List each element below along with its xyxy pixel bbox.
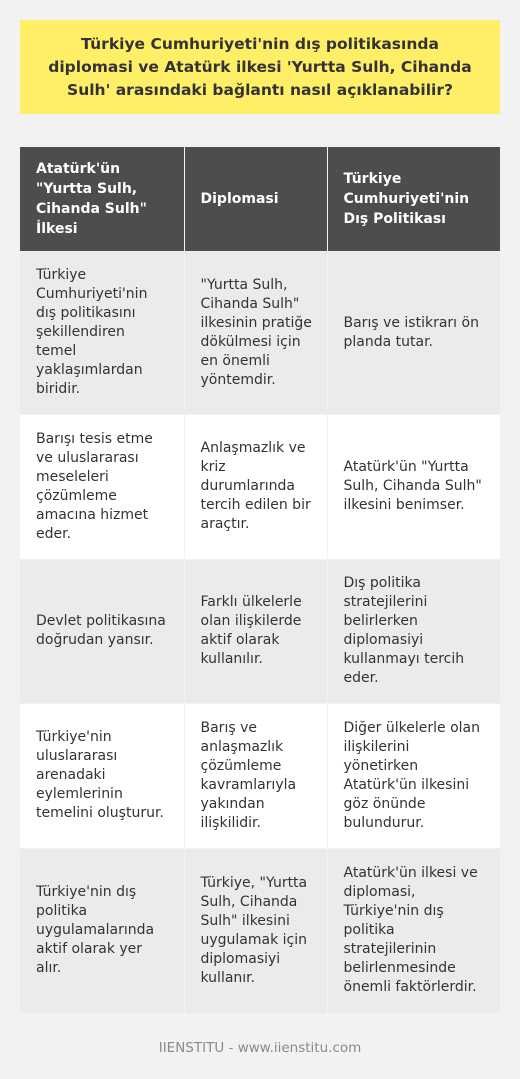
table-cell: Dış politika stratejilerini belirlerken diplomasiyi kullanmayı tercih eder. — [327, 559, 500, 703]
column-header: Atatürk'ün "Yurtta Sulh, Cihanda Sulh" İlkesi — [20, 147, 184, 251]
table-cell: Türkiye Cumhuriyeti'nin dış politikasını şekillendiren temel yaklaşımlardan biridir. — [20, 251, 184, 414]
table-header-row — [20, 147, 500, 251]
table-row — [20, 251, 500, 414]
comparison-table — [20, 147, 500, 1013]
footer-credit: IIENSTITU - www.iienstitu.com — [158, 1040, 362, 1056]
table-row — [20, 414, 500, 559]
table-cell: Türkiye'nin dış politika uygulamalarında aktif olarak yer alır. — [20, 848, 184, 1013]
table-cell: Farklı ülkelerle olan ilişkilerde aktif olarak kullanılır. — [184, 559, 327, 703]
table-cell: Türkiye, "Yurtta Sulh, Cihanda Sulh" ilkesini uygulamak için diplomasiyi kullanır. — [184, 848, 327, 1013]
table-cell: Atatürk'ün ilkesi ve diplomasi, Türkiye'nin dış politika stratejilerinin belirlenmesinde önemli faktörlerdir. — [327, 848, 500, 1013]
table-row — [20, 703, 500, 848]
column-header: Türkiye Cumhuriyeti'nin Dış Politikası — [327, 147, 500, 251]
table-row — [20, 848, 500, 1013]
column-header: Diplomasi — [184, 147, 327, 251]
table-cell: Devlet politikasına doğrudan yansır. — [20, 559, 184, 703]
table-cell: Barışı tesis etme ve uluslararası meseleleri çözümleme amacına hizmet eder. — [20, 414, 184, 559]
table-row — [20, 559, 500, 703]
question-title: Türkiye Cumhuriyeti'nin dış politikasında diplomasi ve Atatürk ilkesi 'Yurtta Sulh, Cihanda Sulh' arasındaki bağlantı nasıl açıklanabilir? — [20, 20, 500, 114]
table-cell: Anlaşmazlık ve kriz durumlarında tercih edilen bir araçtır. — [184, 414, 327, 559]
table-cell: Diğer ülkelerle olan ilişkilerini yönetirken Atatürk'ün ilkesini göz önünde bulundurur. — [327, 703, 500, 848]
table-cell: Barış ve istikrarı ön planda tutar. — [327, 251, 500, 414]
table-cell: Barış ve anlaşmazlık çözümleme kavramlarıyla yakından ilişkilidir. — [184, 703, 327, 848]
table-cell: Türkiye'nin uluslararası arenadaki eylemlerinin temelini oluşturur. — [20, 703, 184, 848]
table-cell: "Yurtta Sulh, Cihanda Sulh" ilkesinin pratiğe dökülmesi için en önemli yöntemdir. — [184, 251, 327, 414]
table-cell: Atatürk'ün "Yurtta Sulh, Cihanda Sulh" ilkesini benimser. — [327, 414, 500, 559]
